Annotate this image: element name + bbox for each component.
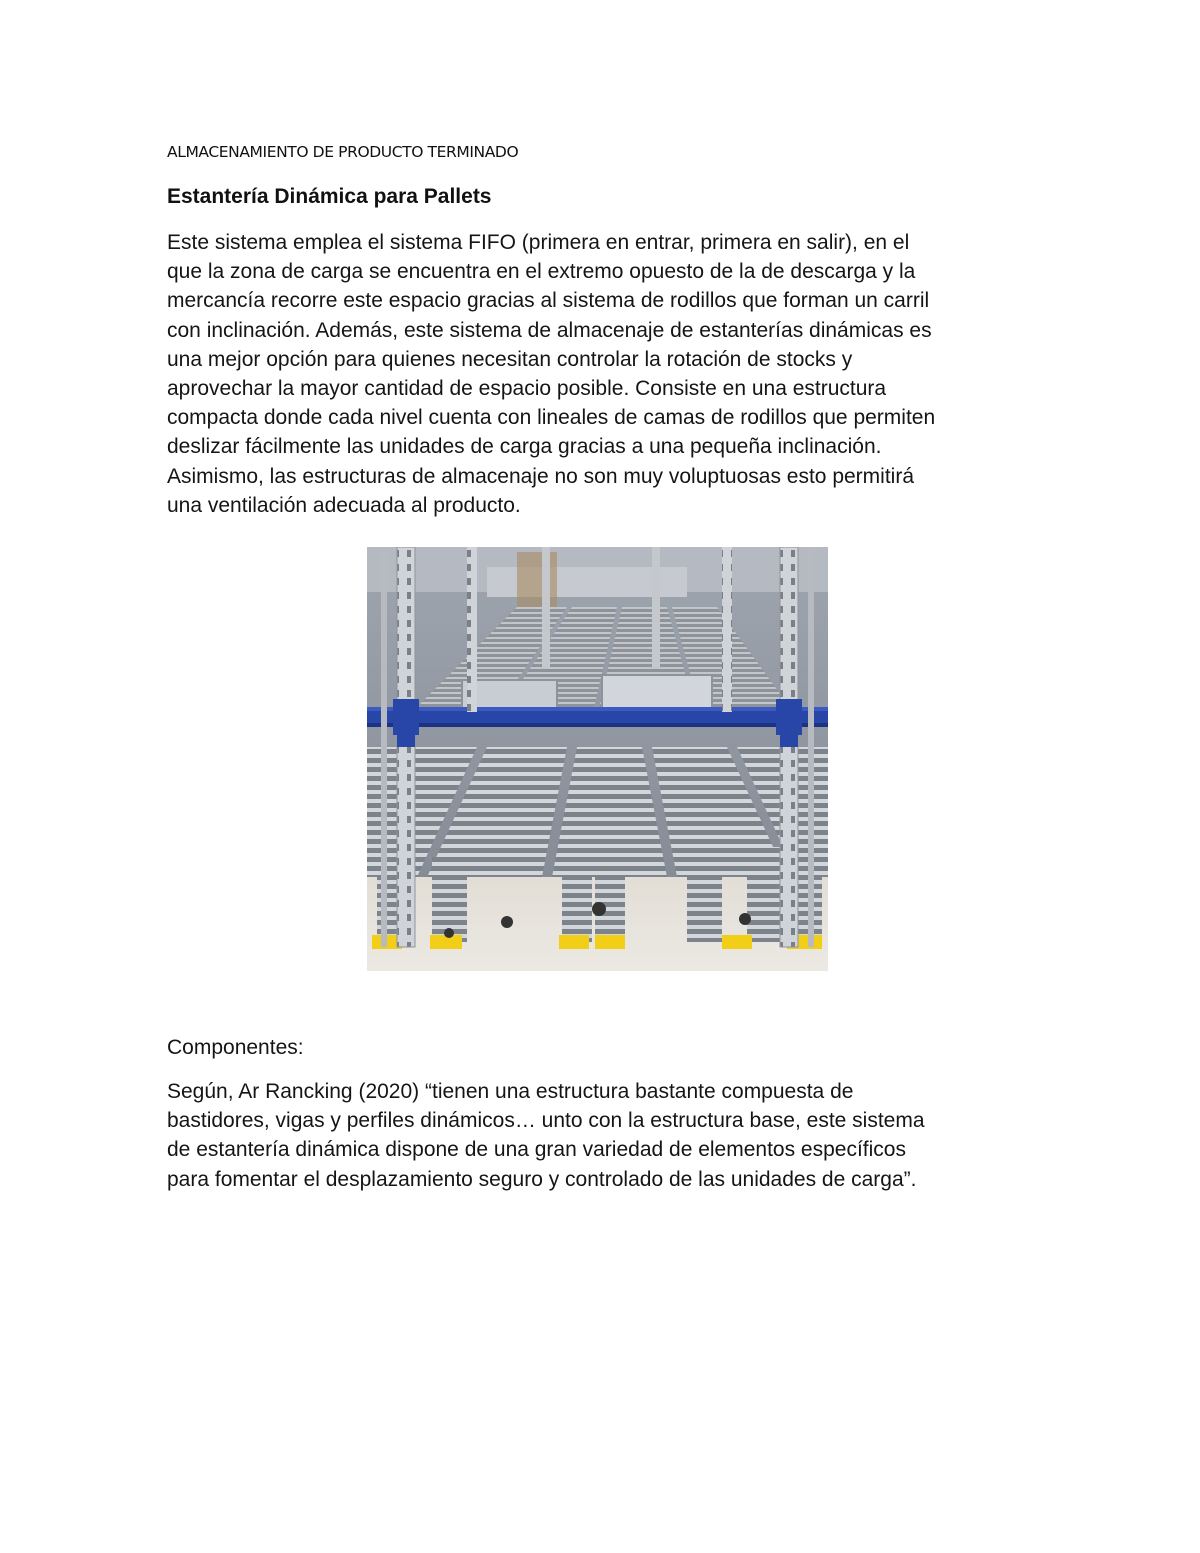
paragraph-line: mercancía recorre este espacio gracias al sistema de rodillos que forman un carril xyxy=(167,289,930,313)
paragraph-line: Este sistema emplea el sistema FIFO (primera en entrar, primera en salir), en el xyxy=(167,231,910,254)
paragraph-line: bastidores, vigas y perfiles dinámicos… unto con la estructura base, este sistema xyxy=(167,1109,925,1133)
section-label: ALMACENAMIENTO DE PRODUCTO TERMINADO xyxy=(167,143,519,161)
components-heading: Componentes: xyxy=(167,1036,304,1059)
intro-paragraph xyxy=(167,228,1047,520)
quote-paragraph xyxy=(167,1077,1047,1194)
document-title: Estantería Dinámica para Pallets xyxy=(167,185,492,208)
paragraph-line: de estantería dinámica dispone de una gran variedad de elementos específicos xyxy=(167,1138,906,1162)
paragraph-line: Según, Ar Rancking (2020) “tienen una estructura bastante compuesta de xyxy=(167,1080,854,1103)
pallet-flow-rack-photo xyxy=(367,547,828,971)
paragraph-line: para fomentar el desplazamiento seguro y controlado de las unidades de carga”. xyxy=(167,1167,917,1191)
paragraph-line: con inclinación. Además, este sistema de almacenaje de estanterías dinámicas es xyxy=(167,318,932,342)
paragraph-line: Asimismo, las estructuras de almacenaje no son muy voluptuosas esto permitirá xyxy=(167,464,914,488)
paragraph-line: compacta donde cada nivel cuenta con lineales de camas de rodillos que permiten xyxy=(167,406,936,430)
paragraph-line: aprovechar la mayor cantidad de espacio posible. Consiste en una estructura xyxy=(167,377,887,401)
paragraph-line: una mejor opción para quienes necesitan controlar la rotación de stocks y xyxy=(167,347,853,371)
paragraph-line: una ventilación adecuada al producto. xyxy=(167,493,521,517)
paragraph-line: deslizar fácilmente las unidades de carga gracias a una pequeña inclinación. xyxy=(167,435,882,459)
paragraph-line: que la zona de carga se encuentra en el extremo opuesto de la de descarga y la xyxy=(167,260,916,284)
